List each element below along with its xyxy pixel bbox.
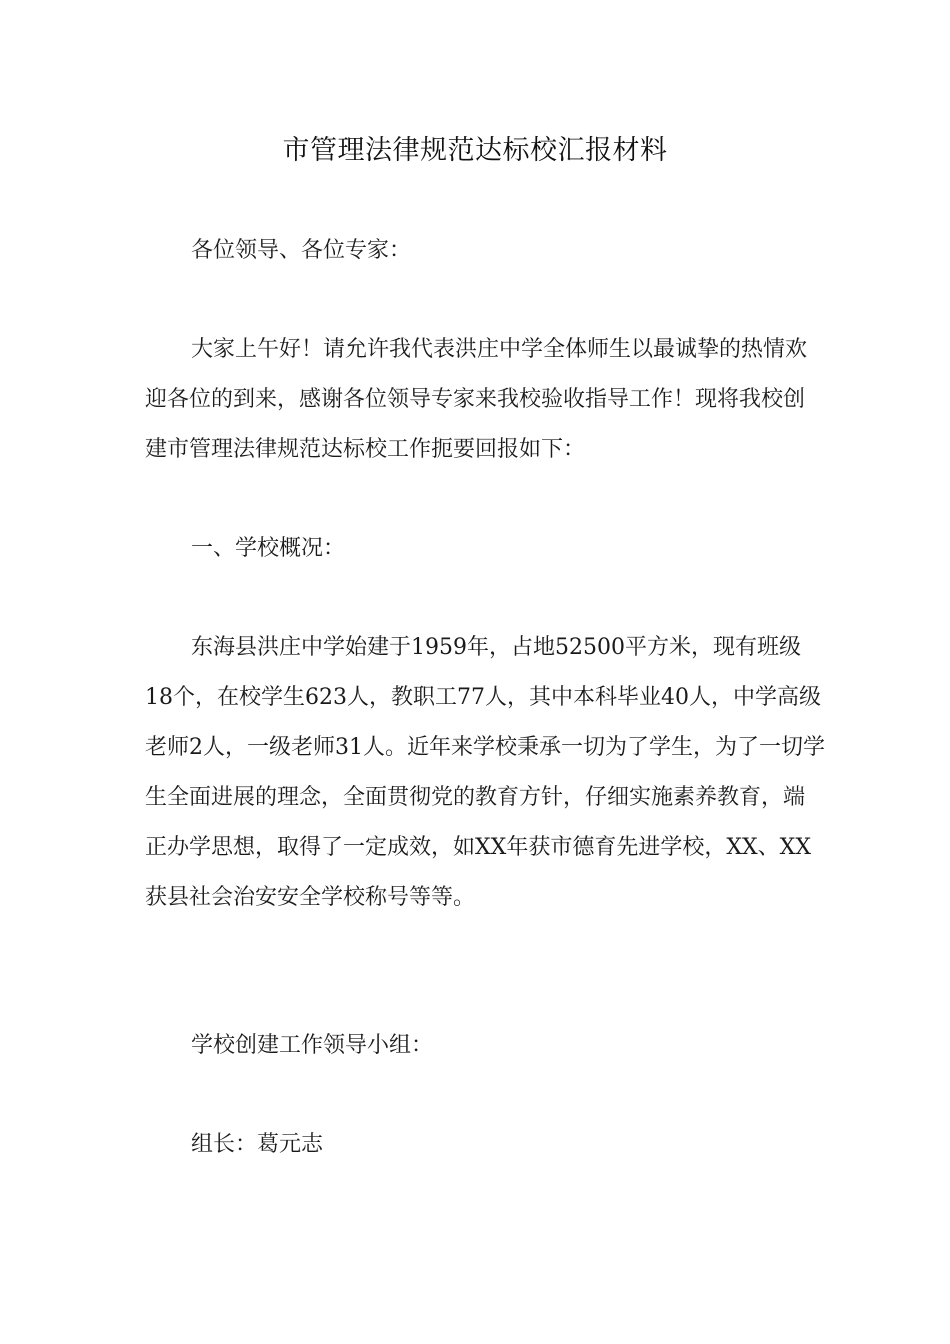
salutation-paragraph: 各位领导、各位专家： — [191, 238, 412, 263]
greeting-paragraph: 大家上午好！请允许我代表洪庄中学全体师生以最诚挚的热情欢迎各位的到来，感谢各位领导专家来我校验收指导工作！现将我校创建市管理法律规范达标校工作扼要回报如下： — [145, 337, 808, 462]
leadership-group-heading: 学校创建工作领导小组： — [191, 1033, 434, 1058]
school-overview-paragraph: 东海县洪庄中学始建于1959年，占地52500平方米，现有班级18个，在校学生623人，教职工77人，其中本科毕业40人，中学高级老师2人，一级老师31人。近年来学校秉承一切为了学生，为了一切学生全面进展的理念，全面贯彻党的教育方针，仔细实施素养教育，端正办学思想，取得了一定成效，如XX年获市德育先进学校，XX、XX获县社会治安安全学校称号等等。 — [145, 635, 825, 910]
group-leader-line: 组长：葛元志 — [191, 1132, 324, 1157]
section-heading-school-overview: 一、学校概况： — [191, 536, 346, 561]
document-title: 市管理法律规范达标校汇报材料 — [282, 135, 668, 166]
